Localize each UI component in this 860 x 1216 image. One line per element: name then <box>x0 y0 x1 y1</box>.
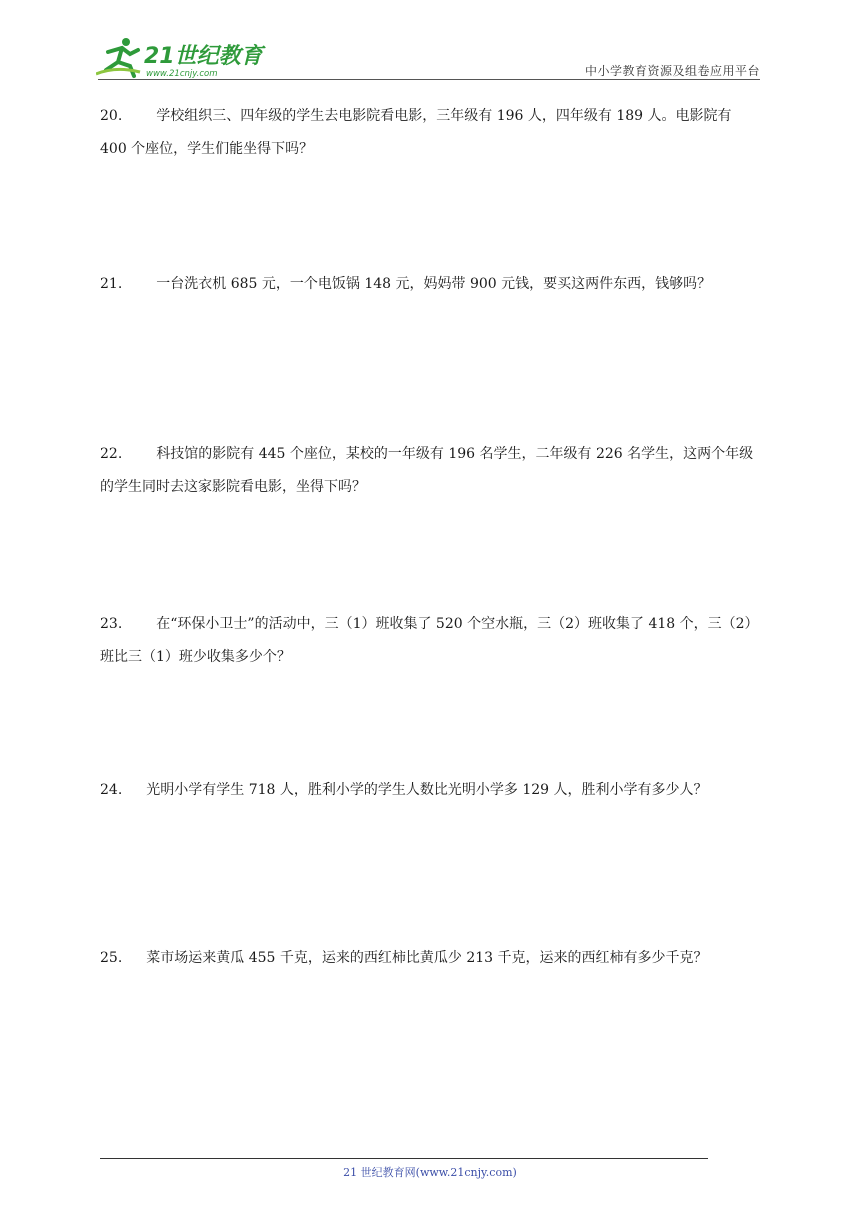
logo-text: 21世纪教育 <box>144 44 263 69</box>
question-number: 25. <box>100 950 123 966</box>
question-text: 科技馆的影院有 445 个座位，某校的一年级有 196 名学生，二年级有 226 名学生，这两个年级的学生同时去这家影院看电影，坐得下吗？ <box>100 446 754 495</box>
question-text: 一台洗衣机 685 元，一个电饭锅 148 元，妈妈带 900 元钱，要买这两件东西，钱够吗？ <box>156 276 712 292</box>
footer-link[interactable]: 21 世纪教育网(www.21cnjy.com) <box>343 1166 517 1179</box>
platform-name: 中小学教育资源及组卷应用平台 <box>584 64 760 78</box>
question-22 <box>100 438 762 504</box>
footer-divider <box>100 1158 708 1159</box>
header-divider <box>98 79 760 80</box>
site-logo[interactable] <box>96 36 266 80</box>
question-number: 24. <box>100 782 123 798</box>
question-number: 20. <box>100 108 123 124</box>
question-23 <box>100 608 762 674</box>
question-24 <box>100 774 762 807</box>
question-25 <box>100 942 762 975</box>
question-text: 在“环保小卫士”的活动中，三（1）班收集了 520 个空水瓶，三（2）班收集了 418 个，三（2）班比三（1）班少收集多少个？ <box>100 616 759 665</box>
question-20 <box>100 100 762 166</box>
question-number: 22. <box>100 446 123 462</box>
question-text: 光明小学有学生 718 人，胜利小学的学生人数比光明小学多 129 人，胜利小学有多少人？ <box>146 782 708 798</box>
logo-url: www.21cnjy.com <box>146 69 218 79</box>
logo-runner-icon <box>96 36 266 80</box>
question-text: 学校组织三、四年级的学生去电影院看电影，三年级有 196 人，四年级有 189 人。电影院有 400 个座位，学生们能坐得下吗？ <box>100 108 732 157</box>
question-text: 菜市场运来黄瓜 455 千克，运来的西红柿比黄瓜少 213 千克，运来的西红柿有多少千克？ <box>146 950 708 966</box>
question-number: 23. <box>100 616 123 632</box>
question-number: 21. <box>100 276 123 292</box>
question-21 <box>100 268 762 301</box>
